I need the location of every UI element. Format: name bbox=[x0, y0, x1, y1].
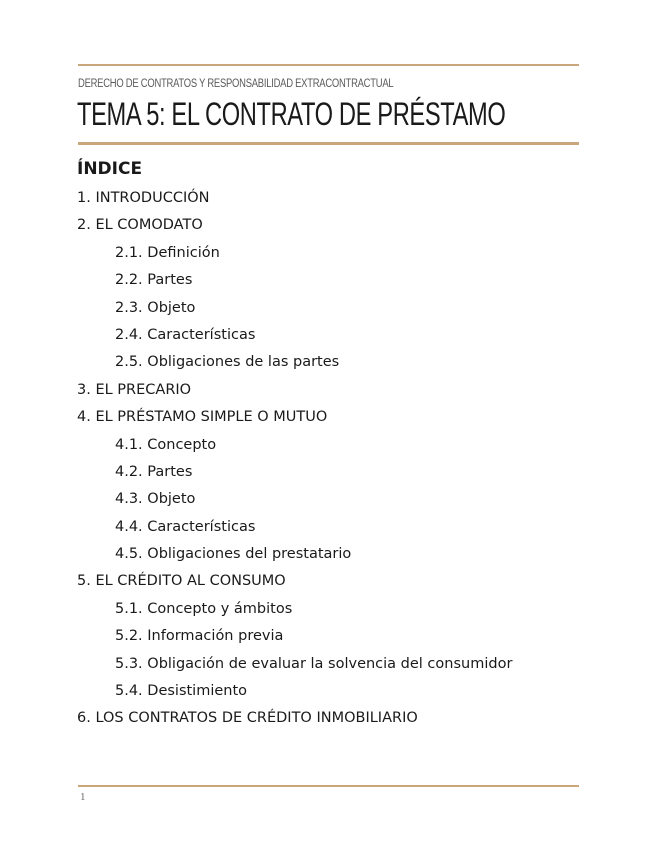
toc-section-item: 1. INTRODUCCIÓN bbox=[77, 190, 210, 206]
toc-subsection-item: 2.1. Definición bbox=[115, 244, 220, 261]
page-number: 1 bbox=[80, 791, 86, 803]
table-of-contents bbox=[77, 185, 577, 733]
toc-section-item: 2. EL COMODATO bbox=[77, 217, 203, 234]
toc-subsection-item: 4.1. Concepto bbox=[115, 436, 217, 453]
toc-subsection-item: 4.3. Objeto bbox=[115, 491, 196, 508]
toc-section-item: 6. LOS CONTRATOS DE CRÉDITO INMOBILIARIO bbox=[77, 710, 418, 727]
toc-subsection-item: 2.3. Objeto bbox=[115, 299, 196, 316]
toc-subsection-item: 2.2. Partes bbox=[115, 272, 193, 289]
course-subject: DERECHO DE CONTRATOS Y RESPONSABILIDAD EXTRACONTRACTUAL bbox=[78, 78, 394, 90]
toc-subsection-item: 5.2. Información previa bbox=[115, 628, 284, 645]
toc-subsection-item: 4.2. Partes bbox=[115, 463, 193, 480]
title-divider-rule bbox=[78, 142, 579, 145]
toc-subsection-item: 4.4. Características bbox=[115, 518, 256, 535]
toc-subsection-item: 5.1. Concepto y ámbitos bbox=[115, 600, 293, 617]
footer-rule bbox=[78, 785, 579, 787]
toc-subsection-item: 5.4. Desistimiento bbox=[115, 683, 248, 700]
toc-subsection-item: 5.3. Obligación de evaluar la solvencia del consumidor bbox=[115, 655, 513, 672]
header-top-rule bbox=[78, 64, 579, 66]
toc-section-item: 4. EL PRÉSTAMO SIMPLE O MUTUO bbox=[77, 409, 328, 426]
toc-section-item: 5. EL CRÉDITO AL CONSUMO bbox=[77, 573, 286, 590]
toc-subsection-item: 2.5. Obligaciones de las partes bbox=[115, 354, 340, 371]
index-heading: ÍNDICE bbox=[77, 159, 143, 179]
toc-subsection-item: 2.4. Características bbox=[115, 326, 256, 343]
page-title: TEMA 5: EL CONTRATO DE PRÉSTAMO bbox=[77, 96, 506, 132]
toc-subsection-item: 4.5. Obligaciones del prestatario bbox=[115, 546, 352, 563]
toc-section-item: 3. EL PRECARIO bbox=[77, 381, 192, 398]
